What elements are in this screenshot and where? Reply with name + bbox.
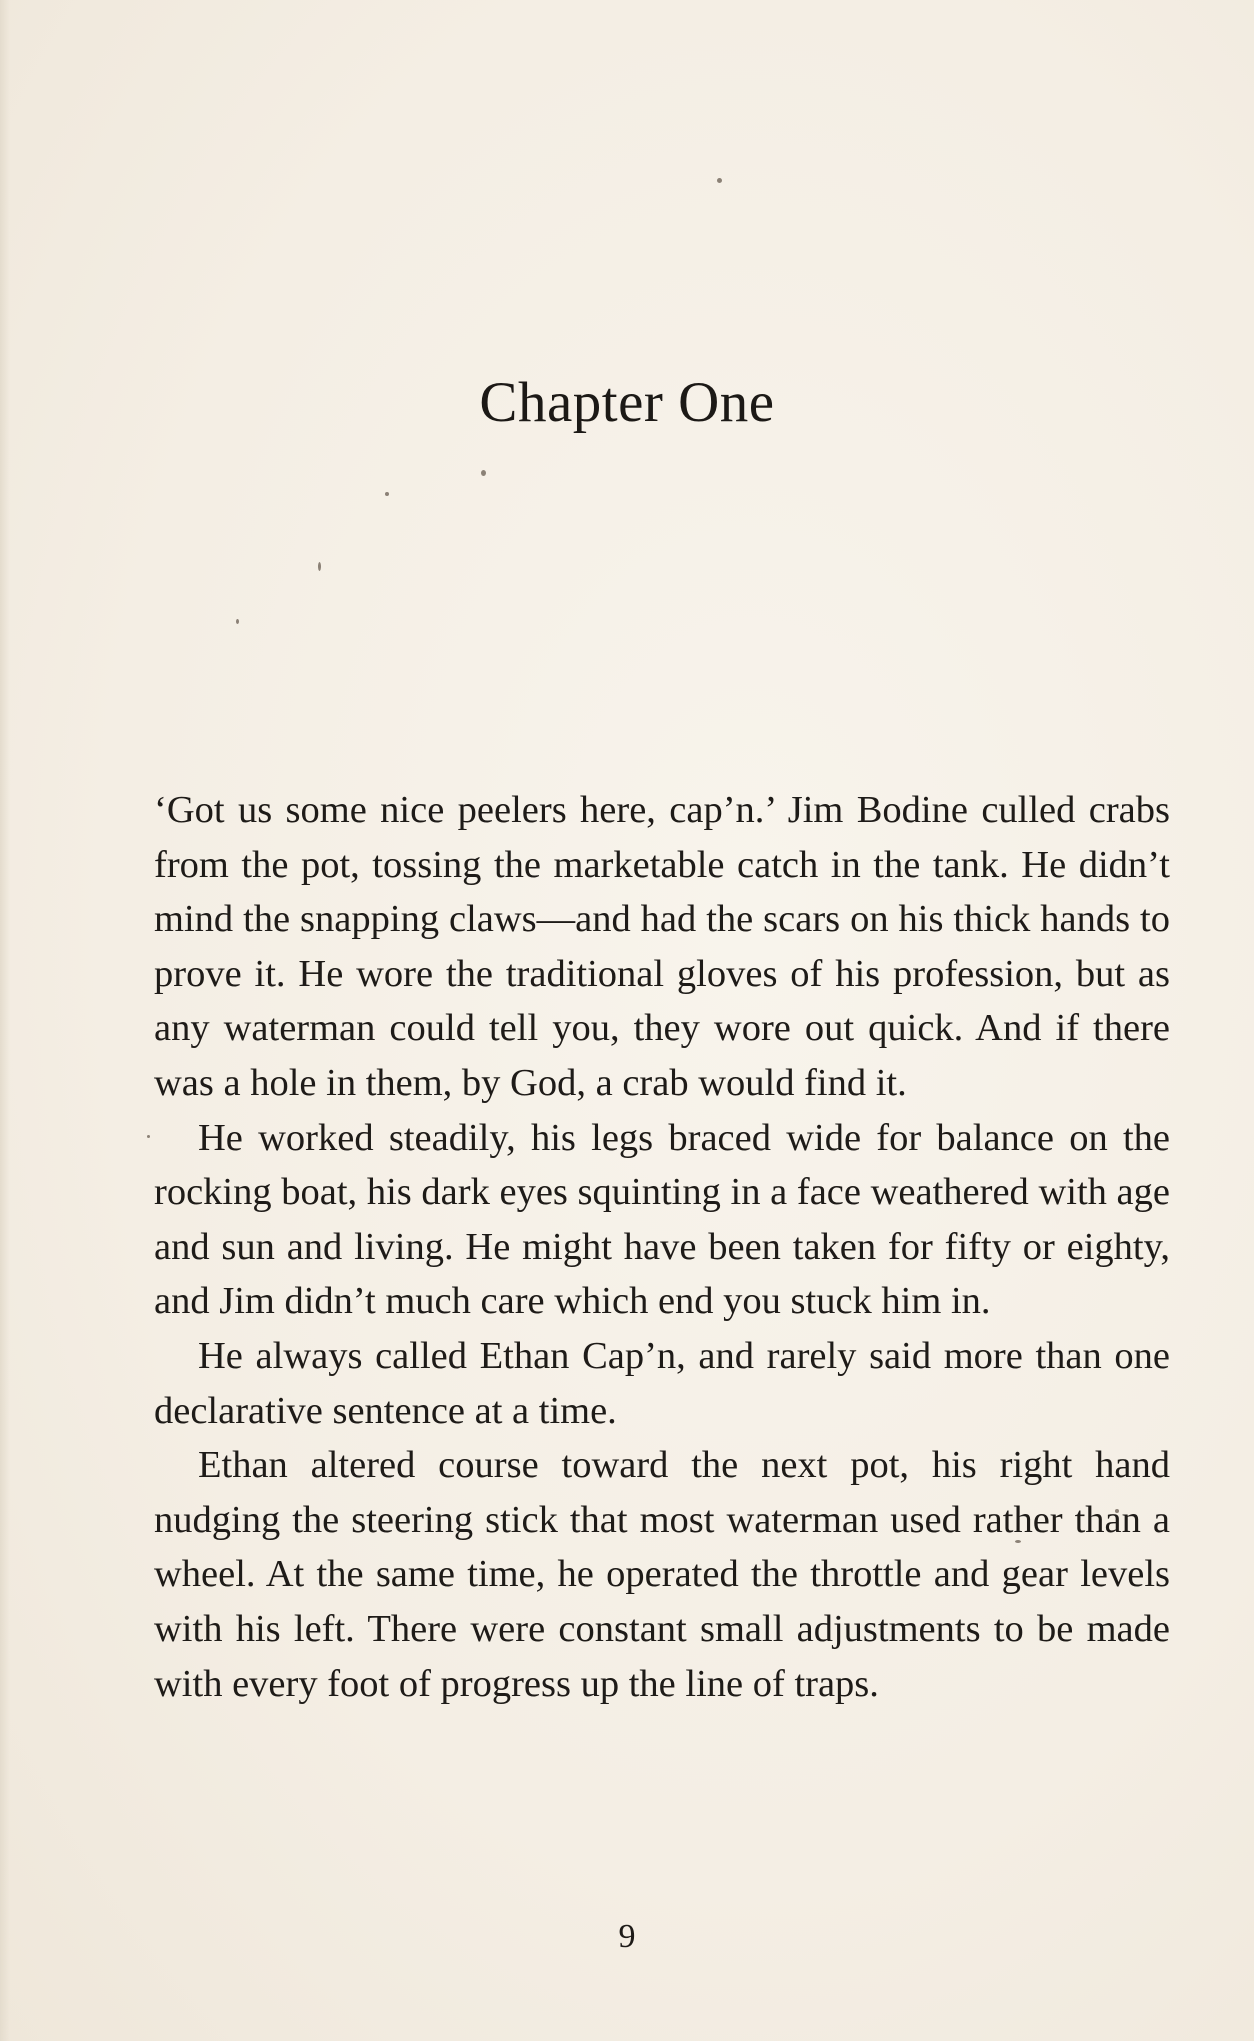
paper-speck [481,470,486,476]
chapter-title: Chapter One [479,371,775,434]
paper-speck [147,1135,150,1138]
paper-speck [236,619,239,624]
paper-speck [318,562,321,571]
page-number: 9 [618,1918,636,1955]
paragraph: He always called Ethan Cap’n, and rarely said more than one declarative sentence at a time. [154,1334,1170,1432]
paper-speck [717,178,722,183]
chapter-body [154,783,1170,1711]
paragraph: ‘Got us some nice peelers here, cap’n.’ Jim Bodine culled crabs from the pot, tossing the marketable catch in the tank. He didn’t mind the snapping claws—and had the scars on his thick hands to prove it. He wore the traditional gloves of his profession, but as any waterman could tell you, they wore out quick. And if there was a hole in them, by God, a crab would find it. [154,789,1170,1104]
paper-speck [385,492,389,496]
paragraph: Ethan altered course toward the next pot, his right hand nudging the steering stick that most waterman used rather than a wheel. At the same time, he operated the throttle and gear levels with his left. There were constant small adjustments to be made with every foot of progress up the line of traps. [154,1444,1170,1705]
paragraph: He worked steadily, his legs braced wide for balance on the rocking boat, his dark eyes squinting in a face weathered with age and sun and living. He might have been taken for fifty or eighty, and Jim didn’t much care which end you stuck him in. [154,1116,1170,1323]
page-gutter-shadow [0,0,10,2041]
